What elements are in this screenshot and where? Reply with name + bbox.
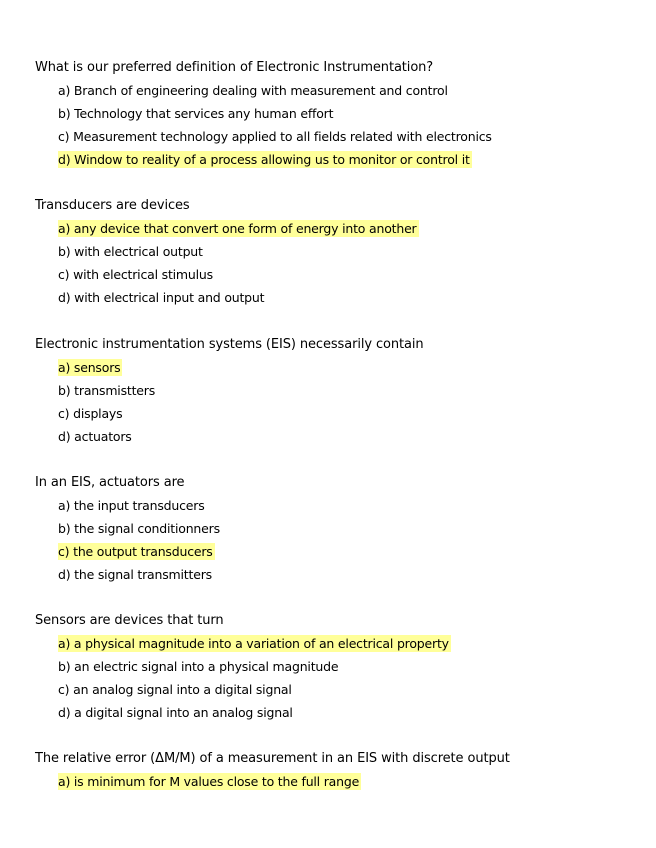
question-text: The relative error (ΔM/M) of a measurement in an EIS with discrete output <box>35 751 510 766</box>
option-item <box>58 658 451 675</box>
option-label: b) with electrical output <box>58 244 203 259</box>
option-label: b) an electric signal into a physical magnitude <box>58 659 339 674</box>
option-label: c) Measurement technology applied to all fields related with electronics <box>58 129 492 144</box>
question-text: Transducers are devices <box>35 198 190 213</box>
option-item <box>58 428 424 445</box>
option-list <box>35 220 419 306</box>
question-block <box>35 612 451 721</box>
question-block <box>35 474 222 583</box>
option-list <box>35 773 510 790</box>
option-item <box>58 266 419 283</box>
option-item <box>58 220 419 237</box>
option-item <box>58 243 419 260</box>
option-item <box>58 543 222 560</box>
option-label: a) Branch of engineering dealing with measurement and control <box>58 83 448 98</box>
question-block <box>35 336 424 445</box>
option-label: b) the signal conditionners <box>58 521 220 536</box>
option-item <box>58 82 494 99</box>
option-label: d) a digital signal into an analog signal <box>58 705 293 720</box>
option-label: a) the input transducers <box>58 498 205 513</box>
option-list <box>35 497 222 583</box>
option-item <box>58 520 222 537</box>
option-item <box>58 105 494 122</box>
option-label: a) any device that convert one form of energy into another <box>58 221 417 236</box>
option-label: d) the signal transmitters <box>58 567 212 582</box>
option-item <box>58 566 222 583</box>
option-label: b) Technology that services any human effort <box>58 106 334 121</box>
option-item <box>58 773 510 790</box>
question-block <box>35 750 510 790</box>
option-label: c) with electrical stimulus <box>58 267 213 282</box>
option-item <box>58 405 424 422</box>
option-label: a) sensors <box>58 360 121 375</box>
option-label: d) actuators <box>58 429 132 444</box>
question-text: Sensors are devices that turn <box>35 613 224 628</box>
option-list <box>35 635 451 721</box>
option-label: c) displays <box>58 406 123 421</box>
question-block <box>35 197 419 306</box>
question-text: In an EIS, actuators are <box>35 475 185 490</box>
option-item <box>58 151 494 168</box>
option-item <box>58 635 451 652</box>
option-item <box>58 128 494 145</box>
option-list <box>35 82 494 168</box>
option-label: a) is minimum for M values close to the full range <box>58 774 360 789</box>
option-item <box>58 681 451 698</box>
option-item <box>58 382 424 399</box>
option-item <box>58 704 451 721</box>
option-item <box>58 289 419 306</box>
option-label: d) with electrical input and output <box>58 290 265 305</box>
question-text: Electronic instrumentation systems (EIS) necessarily contain <box>35 337 424 352</box>
option-item <box>58 359 424 376</box>
option-label: c) an analog signal into a digital signal <box>58 682 292 697</box>
option-label: b) transmistters <box>58 383 156 398</box>
question-text: What is our preferred definition of Electronic Instrumentation? <box>35 60 434 75</box>
option-label: c) the output transducers <box>58 544 213 559</box>
option-label: d) Window to reality of a process allowing us to monitor or control it <box>58 152 470 167</box>
option-label: a) a physical magnitude into a variation of an electrical property <box>58 636 449 651</box>
question-block <box>35 59 494 168</box>
option-item <box>58 497 222 514</box>
option-list <box>35 359 424 445</box>
